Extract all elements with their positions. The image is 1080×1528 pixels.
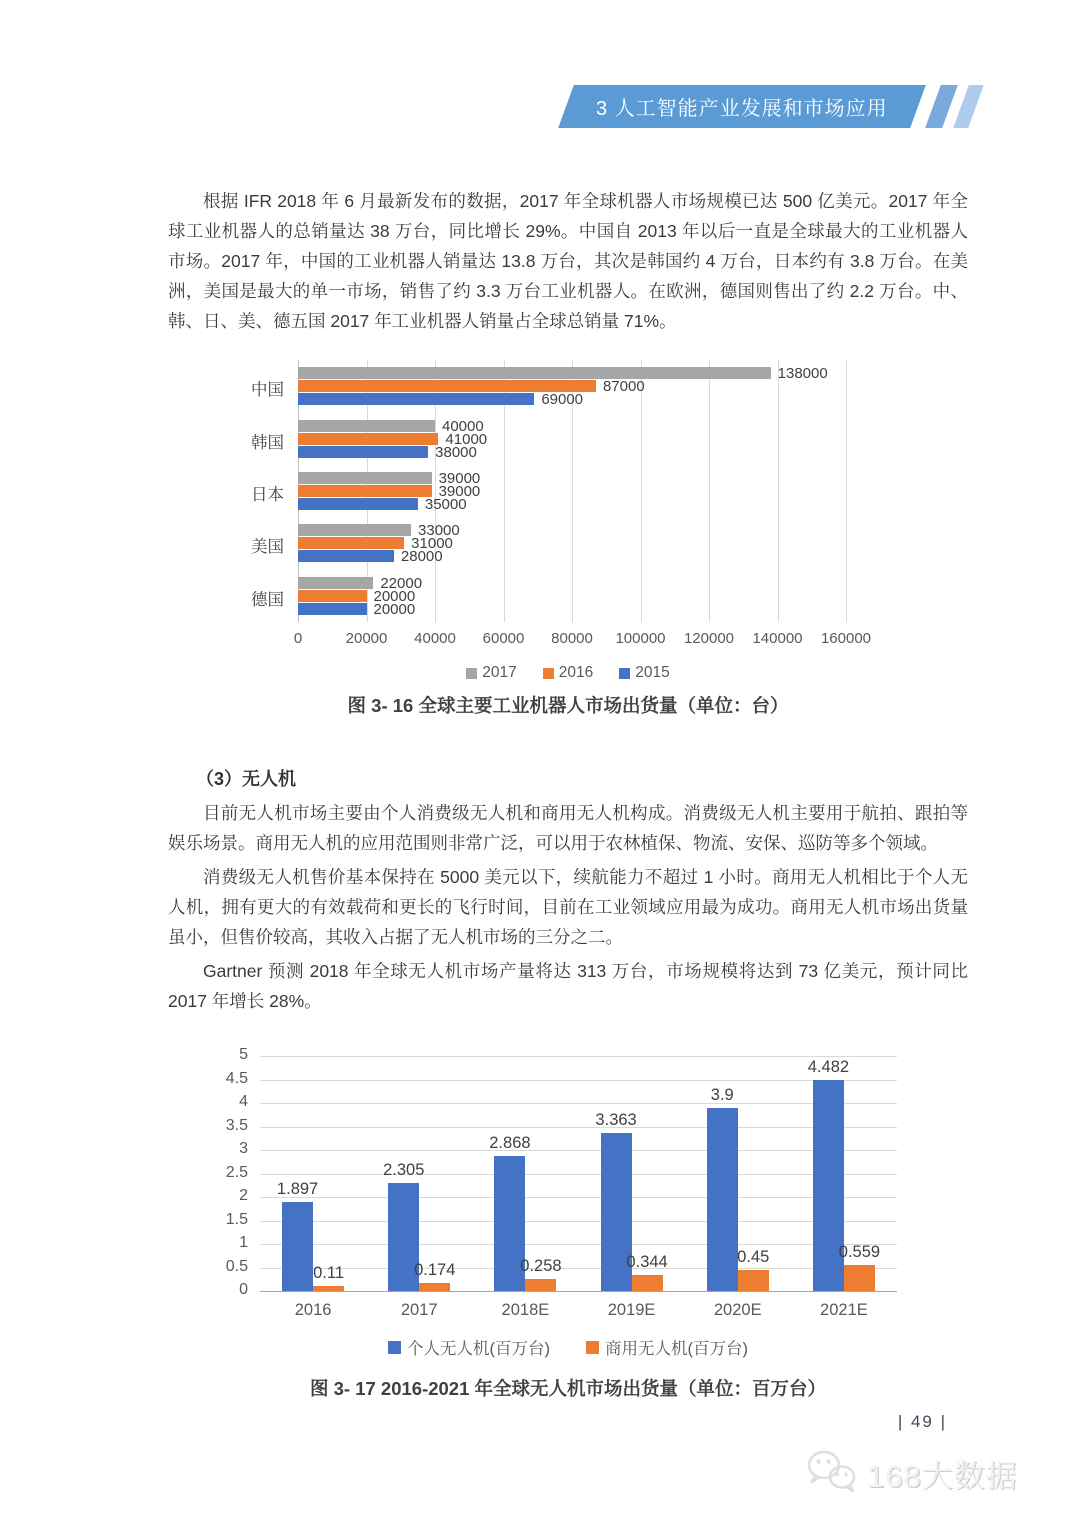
- chart1-bar-2017: [298, 577, 373, 589]
- chart1-bar-value-label: 69000: [541, 391, 584, 409]
- chart1-gridline: [846, 360, 847, 622]
- chart1-bar-value-label: 138000: [777, 365, 828, 383]
- figure-3-16-caption: 图 3- 16 全球主要工业机器人市场出货量（单位：台）: [347, 695, 789, 716]
- header-slash-icon: [925, 85, 958, 128]
- chart2-y-tick-label: 0.5: [225, 1257, 248, 1275]
- legend-label: 商用无人机(百万台): [605, 1340, 748, 1358]
- chart2-bar-商用无人机(百万台): [626, 1252, 668, 1291]
- chart1-x-tick-label: 0: [293, 630, 303, 647]
- chart2-bar-value-label: 0.45: [737, 1247, 770, 1266]
- chart1-bar-value-label: 39000: [438, 483, 481, 500]
- chart1-legend: [168, 664, 968, 682]
- chart1-bar-2017: [298, 472, 432, 484]
- chart2-category-slot: [472, 1056, 578, 1319]
- chart2-y-tick-label: 1: [239, 1234, 248, 1251]
- chart1-category-label: 韩国: [251, 433, 284, 452]
- figure-3-17-caption: 图 3- 17 2016-2021 年全球无人机市场出货量（单位：百万台）: [309, 1378, 827, 1399]
- paragraph-gartner-forecast: Gartner 预测 2018 年全球无人机市场产量将达 313 万台，市场规模将达到 73 亿美元，预计同比 2017 年增长 28%。: [168, 961, 968, 1011]
- chart2-x-category-label: 2019E: [607, 1301, 656, 1319]
- chart2-x-category-label: 2016: [294, 1301, 332, 1319]
- legend-item-2017: [466, 664, 516, 682]
- chart2-bar-value-label: 2.305: [383, 1160, 425, 1179]
- chart1-category-label: 德国: [251, 590, 284, 609]
- legend-label: 2015: [635, 664, 670, 681]
- chart1-bar-value-label: 33000: [418, 522, 460, 540]
- chart1-bar-value-label: 39000: [438, 470, 481, 487]
- chart2-y-tick-label: 4.5: [225, 1069, 248, 1087]
- chart2-x-category-label: 2021E: [820, 1301, 868, 1319]
- chart2-bar-value-label: 0.258: [520, 1256, 562, 1275]
- chart2-bar-商用无人机(百万台): [838, 1242, 881, 1291]
- chart2-bar-pair: [707, 1056, 769, 1291]
- paragraph-industrial-robots: 根据 IFR 2018 年 6 月最新发布的数据，2017 年全球机器人市场规模已达 500 亿美元。2017 年全球工业机器人的总销量达 38 万台，同比增长 29%。中国自 2013 年以后一直是全球最大的工业机器人市场。2017 年，中国的工业机器人销量达 13.8 万台，其次是韩国约 4 万台，日本约有 3.8 万台。在美洲，美国是最大的单一市场，销售了约 3.3 万台工业机器人。在欧洲，德国则售出了约 2.2 万台。中、韩、日、美、德五国 2017 年工业机器人销量占全球总销量 71%。: [168, 191, 968, 331]
- chart2-category-slot: [579, 1056, 685, 1319]
- legend-item-商用无人机(百万台): [586, 1335, 748, 1359]
- legend-label: 2016: [558, 664, 594, 681]
- chart2-bar-value-label: 2.868: [489, 1134, 531, 1153]
- chart2-category-slot: [260, 1056, 366, 1319]
- legend-swatch-icon: [543, 668, 554, 679]
- industrial-robot-bar-chart: [251, 360, 872, 647]
- chart1-bar-2015: [298, 603, 367, 615]
- chart1-bar-value-label: 22000: [380, 574, 423, 592]
- chart1-gridline: [641, 360, 642, 622]
- chart2-bar-pair: [489, 1056, 562, 1291]
- chart2-y-tick-label: 0: [239, 1281, 248, 1298]
- chart2-bar-商用无人机(百万台): [313, 1263, 345, 1291]
- chart1-x-tick-label: 160000: [820, 630, 872, 647]
- chart1-category-label: 中国: [251, 381, 284, 400]
- legend-label: 2017: [482, 664, 517, 681]
- wechat-logo-icon: [805, 1448, 861, 1499]
- chart2-bar-pair: [807, 1056, 881, 1291]
- paragraph-drone-market: 目前无人机市场主要由个人消费级无人机和商用无人机构成。消费级无人机主要用于航拍、跟拍等娱乐场景。商用无人机的应用范围则非常广泛，可以用于农林植保、物流、安保、巡防等多个领域。: [168, 803, 968, 853]
- legend-swatch-icon: [619, 668, 630, 679]
- chart2-x-category-label: 2018E: [501, 1301, 550, 1319]
- watermark: [805, 1448, 1018, 1499]
- chart2-bar-pair: [276, 1056, 345, 1291]
- watermark-text: 168大数据: [867, 1459, 1018, 1494]
- chart2-bar-商用无人机(百万台): [414, 1260, 456, 1291]
- chart1-bar-value-label: 20000: [373, 587, 416, 605]
- chart2-bar-value-label: 3.363: [595, 1110, 637, 1129]
- chart2-bar-value-label: 4.482: [807, 1058, 850, 1077]
- chart1-bar-2016: [298, 433, 438, 445]
- chart2-bar-value-label: 0.174: [414, 1260, 456, 1279]
- chapter-header: [566, 85, 976, 128]
- figure-3-17: [168, 1046, 968, 1401]
- chart2-bar-value-label: 0.559: [838, 1242, 881, 1261]
- chapter-title: 3 人工智能产业发展和市场应用: [596, 98, 888, 120]
- chart1-bar-2015: [298, 498, 418, 510]
- chart2-y-tick-label: 5: [239, 1046, 248, 1063]
- chart2-bar-个人无人机(百万台): [707, 1085, 738, 1291]
- chart1-bar-2017: [298, 420, 435, 432]
- chart1-category-label: 日本: [251, 486, 284, 504]
- chart2-bar-value-label: 0.344: [626, 1252, 668, 1271]
- chart1-bar-value-label: 20000: [373, 600, 416, 618]
- chart1-x-tick-label: 100000: [615, 630, 666, 647]
- chart1-x-tick-label: 60000: [482, 630, 525, 647]
- chapter-title-banner: [558, 85, 925, 128]
- paragraph-consumer-drones: 消费级无人机售价基本保持在 5000 美元以下，续航能力不超过 1 小时。商用无人机相比于个人无人机，拥有更大的有效载荷和更长的飞行时间，目前在工业领域应用最为成功。商用无人机市场出货量虽小，但售价较高，其收入占据了无人机市场的三分之二。: [168, 867, 968, 947]
- page-number: | 49 |: [897, 1412, 947, 1431]
- chart2-bar-value-label: 0.11: [313, 1263, 345, 1282]
- chart1-bar-value-label: 28000: [400, 548, 443, 566]
- chart2-bar-pair: [595, 1056, 668, 1291]
- legend-swatch-icon: [388, 1341, 401, 1354]
- chart2-y-tick-label: 2: [239, 1187, 248, 1204]
- chart2-category-slot: [791, 1056, 897, 1319]
- chart1-bar-value-label: 87000: [602, 378, 645, 396]
- chart1-bar-2015: [298, 393, 534, 405]
- chart1-bar-2017: [298, 367, 771, 379]
- page-content: [168, 186, 968, 1401]
- chart1-bar-value-label: 38000: [435, 443, 477, 461]
- chart1-x-tick-label: 40000: [414, 630, 456, 647]
- legend-item-个人无人机(百万台): [388, 1335, 550, 1359]
- chart2-y-tick-label: 3: [239, 1140, 248, 1157]
- chart2-bar-value-label: 3.9: [710, 1085, 734, 1104]
- chart2-bar-商用无人机(百万台): [737, 1247, 770, 1291]
- chart1-bar-2016: [298, 485, 432, 497]
- chart1-x-tick-label: 20000: [345, 630, 388, 647]
- drone-market-bar-chart: [225, 1046, 897, 1319]
- chart1-x-tick-label: 120000: [683, 630, 735, 647]
- chart2-bar-商用无人机(百万台): [520, 1256, 562, 1291]
- chart2-gridline: [260, 1291, 897, 1292]
- chart2-bar-pair: [383, 1056, 456, 1291]
- chart2-category-slot: [685, 1056, 791, 1319]
- chart1-gridline: [709, 360, 710, 622]
- legend-item-2015: [619, 664, 669, 682]
- chart1-bar-value-label: 31000: [411, 535, 453, 553]
- chart1-bar-2016: [298, 590, 367, 602]
- figure-3-16: [168, 360, 968, 718]
- legend-swatch-icon: [466, 668, 477, 679]
- chart1-category-label: 美国: [251, 538, 284, 557]
- chart2-bar-value-label: 1.897: [276, 1179, 319, 1198]
- chart2-y-tick-label: 2.5: [225, 1163, 248, 1181]
- chart1-bar-2016: [298, 537, 404, 549]
- chart1-bar-2015: [298, 550, 394, 562]
- section-heading-drones: （3）无人机: [196, 769, 297, 789]
- chart2-y-tick-label: 4: [239, 1093, 248, 1110]
- header-slash-icon: [953, 85, 984, 128]
- chart2-legend: [168, 1335, 968, 1359]
- chart2-x-category-label: 2017: [400, 1301, 438, 1319]
- chart1-x-tick-label: 140000: [752, 630, 803, 647]
- chart1-bar-value-label: 41000: [445, 430, 488, 448]
- chart1-bar-2015: [298, 446, 428, 458]
- chart2-bar-个人无人机(百万台): [276, 1179, 319, 1291]
- legend-item-2016: [543, 664, 593, 682]
- chart2-y-tick-label: 3.5: [225, 1116, 248, 1134]
- chart1-bar-value-label: 40000: [442, 417, 484, 435]
- chart2-x-category-label: 2020E: [713, 1301, 762, 1319]
- chart1-bar-2017: [298, 524, 411, 536]
- chart1-bar-value-label: 35000: [424, 496, 467, 513]
- chart2-y-tick-label: 1.5: [225, 1210, 248, 1228]
- chart1-gridline: [778, 360, 779, 622]
- legend-swatch-icon: [586, 1341, 599, 1354]
- chart2-category-slot: [366, 1056, 472, 1319]
- chart1-x-tick-label: 80000: [551, 630, 593, 647]
- legend-label: 个人无人机(百万台): [407, 1340, 550, 1358]
